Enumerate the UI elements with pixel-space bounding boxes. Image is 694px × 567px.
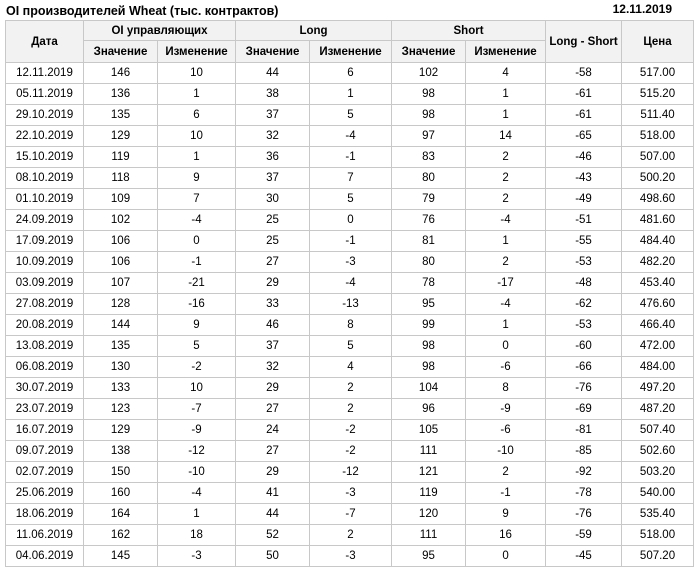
cell-long-value: 32	[236, 126, 310, 147]
cell-long-short: -58	[546, 63, 622, 84]
table-row	[6, 504, 694, 525]
cell-long-value: 25	[236, 210, 310, 231]
cell-short-value: 119	[392, 483, 466, 504]
cell-short-value: 97	[392, 126, 466, 147]
table-row	[6, 231, 694, 252]
cell-date: 30.07.2019	[6, 378, 84, 399]
cell-managers-change: 1	[158, 504, 236, 525]
cell-long-change: -2	[310, 441, 392, 462]
cell-long-short: -59	[546, 525, 622, 546]
cell-long-change: 6	[310, 63, 392, 84]
cell-managers-value: 145	[84, 546, 158, 567]
cell-short-value: 98	[392, 336, 466, 357]
cell-short-change: -10	[466, 441, 546, 462]
cell-long-value: 27	[236, 252, 310, 273]
cell-date: 02.07.2019	[6, 462, 84, 483]
cell-short-change: 2	[466, 462, 546, 483]
cell-managers-value: 129	[84, 420, 158, 441]
cell-long-short: -92	[546, 462, 622, 483]
cell-short-change: -1	[466, 483, 546, 504]
cell-managers-value: 162	[84, 525, 158, 546]
column-header-long-short: Long - Short	[546, 21, 622, 63]
cell-long-change: -3	[310, 483, 392, 504]
cell-long-short: -76	[546, 504, 622, 525]
column-header-long: Long	[236, 21, 392, 41]
cell-managers-value: 119	[84, 147, 158, 168]
cell-managers-value: 102	[84, 210, 158, 231]
table-row	[6, 462, 694, 483]
table-row	[6, 147, 694, 168]
cell-price: 500.20	[622, 168, 694, 189]
cell-short-change: 2	[466, 168, 546, 189]
cell-long-short: -51	[546, 210, 622, 231]
cell-short-change: 8	[466, 378, 546, 399]
cell-price: 502.60	[622, 441, 694, 462]
cell-short-change: 1	[466, 231, 546, 252]
column-header-managers-change: Изменение	[158, 41, 236, 63]
column-header-managers-value: Значение	[84, 41, 158, 63]
cell-short-change: 2	[466, 147, 546, 168]
cell-managers-value: 123	[84, 399, 158, 420]
report-date: 12.11.2019	[612, 2, 672, 16]
cell-long-short: -55	[546, 231, 622, 252]
cell-managers-value: 106	[84, 252, 158, 273]
table-row	[6, 189, 694, 210]
cell-managers-value: 109	[84, 189, 158, 210]
cell-long-value: 44	[236, 504, 310, 525]
cell-short-change: 1	[466, 315, 546, 336]
cell-short-change: 1	[466, 105, 546, 126]
cell-long-value: 37	[236, 336, 310, 357]
cell-managers-change: 0	[158, 231, 236, 252]
table-row	[6, 84, 694, 105]
cell-short-value: 102	[392, 63, 466, 84]
cell-long-change: 7	[310, 168, 392, 189]
cell-managers-value: 144	[84, 315, 158, 336]
cell-managers-change: 10	[158, 63, 236, 84]
cell-short-value: 111	[392, 525, 466, 546]
cell-long-change: 1	[310, 84, 392, 105]
cell-short-change: 9	[466, 504, 546, 525]
column-header-long-change: Изменение	[310, 41, 392, 63]
cell-long-short: -65	[546, 126, 622, 147]
table-row	[6, 252, 694, 273]
cell-long-value: 25	[236, 231, 310, 252]
cell-long-short: -53	[546, 315, 622, 336]
cell-managers-value: 138	[84, 441, 158, 462]
table-row	[6, 126, 694, 147]
cell-long-short: -78	[546, 483, 622, 504]
cell-short-value: 95	[392, 294, 466, 315]
cell-long-change: -7	[310, 504, 392, 525]
cell-long-short: -76	[546, 378, 622, 399]
cell-long-change: -3	[310, 252, 392, 273]
cell-price: 482.20	[622, 252, 694, 273]
cell-long-short: -85	[546, 441, 622, 462]
table-row	[6, 210, 694, 231]
cell-short-value: 80	[392, 252, 466, 273]
cell-managers-change: -4	[158, 483, 236, 504]
cell-short-value: 105	[392, 420, 466, 441]
cell-short-change: -17	[466, 273, 546, 294]
column-header-short-value: Значение	[392, 41, 466, 63]
table-row	[6, 483, 694, 504]
cell-long-change: 2	[310, 399, 392, 420]
cell-price: 503.20	[622, 462, 694, 483]
cell-long-change: -2	[310, 420, 392, 441]
column-header-long-value: Значение	[236, 41, 310, 63]
table-row	[6, 357, 694, 378]
cell-price: 498.60	[622, 189, 694, 210]
cell-price: 497.20	[622, 378, 694, 399]
cell-managers-value: 136	[84, 84, 158, 105]
column-header-short-change: Изменение	[466, 41, 546, 63]
cell-long-change: -1	[310, 231, 392, 252]
table-body	[6, 63, 694, 567]
cell-managers-change: -21	[158, 273, 236, 294]
cell-long-short: -60	[546, 336, 622, 357]
cell-short-value: 104	[392, 378, 466, 399]
cell-long-value: 37	[236, 105, 310, 126]
cell-long-value: 38	[236, 84, 310, 105]
cell-managers-change: 6	[158, 105, 236, 126]
column-header-managers: OI управляющих	[84, 21, 236, 41]
cell-price: 476.60	[622, 294, 694, 315]
cell-long-value: 37	[236, 168, 310, 189]
cell-long-change: 0	[310, 210, 392, 231]
cell-date: 11.06.2019	[6, 525, 84, 546]
cell-long-change: 2	[310, 378, 392, 399]
cell-long-short: -62	[546, 294, 622, 315]
cell-managers-change: 5	[158, 336, 236, 357]
cell-short-value: 83	[392, 147, 466, 168]
cell-short-value: 111	[392, 441, 466, 462]
cell-date: 29.10.2019	[6, 105, 84, 126]
cell-short-value: 80	[392, 168, 466, 189]
cell-managers-change: 18	[158, 525, 236, 546]
table-row	[6, 525, 694, 546]
cell-managers-change: 9	[158, 168, 236, 189]
table-row	[6, 378, 694, 399]
cell-managers-value: 135	[84, 105, 158, 126]
table-row	[6, 273, 694, 294]
cell-short-value: 98	[392, 84, 466, 105]
cell-long-short: -69	[546, 399, 622, 420]
cell-long-value: 46	[236, 315, 310, 336]
table-row	[6, 546, 694, 567]
cell-long-change: 8	[310, 315, 392, 336]
cell-long-change: 4	[310, 357, 392, 378]
cell-price: 487.20	[622, 399, 694, 420]
cell-managers-change: -4	[158, 210, 236, 231]
cell-short-change: 2	[466, 189, 546, 210]
cell-short-change: -6	[466, 357, 546, 378]
cell-short-value: 98	[392, 105, 466, 126]
cell-short-value: 99	[392, 315, 466, 336]
cell-long-value: 27	[236, 441, 310, 462]
cell-short-value: 95	[392, 546, 466, 567]
cell-managers-value: 128	[84, 294, 158, 315]
table-row	[6, 105, 694, 126]
cell-managers-value: 135	[84, 336, 158, 357]
cell-price: 535.40	[622, 504, 694, 525]
oi-data-table	[5, 20, 694, 567]
title-bar	[0, 0, 680, 20]
cell-long-change: -3	[310, 546, 392, 567]
cell-long-short: -43	[546, 168, 622, 189]
cell-date: 17.09.2019	[6, 231, 84, 252]
cell-price: 517.00	[622, 63, 694, 84]
cell-price: 518.00	[622, 126, 694, 147]
cell-short-value: 79	[392, 189, 466, 210]
cell-short-change: 1	[466, 84, 546, 105]
cell-long-change: -12	[310, 462, 392, 483]
cell-managers-value: 164	[84, 504, 158, 525]
cell-short-change: -6	[466, 420, 546, 441]
column-header-price: Цена	[622, 21, 694, 63]
cell-long-change: -13	[310, 294, 392, 315]
cell-managers-change: 1	[158, 147, 236, 168]
cell-price: 481.60	[622, 210, 694, 231]
cell-date: 05.11.2019	[6, 84, 84, 105]
cell-date: 15.10.2019	[6, 147, 84, 168]
cell-date: 22.10.2019	[6, 126, 84, 147]
cell-date: 27.08.2019	[6, 294, 84, 315]
cell-date: 20.08.2019	[6, 315, 84, 336]
cell-long-short: -45	[546, 546, 622, 567]
cell-long-short: -61	[546, 84, 622, 105]
cell-long-change: 5	[310, 105, 392, 126]
cell-short-change: 14	[466, 126, 546, 147]
column-header-short: Short	[392, 21, 546, 41]
cell-long-value: 50	[236, 546, 310, 567]
cell-managers-change: -7	[158, 399, 236, 420]
cell-price: 511.40	[622, 105, 694, 126]
cell-long-short: -48	[546, 273, 622, 294]
cell-long-value: 44	[236, 63, 310, 84]
table-row	[6, 168, 694, 189]
cell-date: 06.08.2019	[6, 357, 84, 378]
cell-managers-value: 129	[84, 126, 158, 147]
cell-long-short: -46	[546, 147, 622, 168]
cell-price: 466.40	[622, 315, 694, 336]
cell-managers-value: 130	[84, 357, 158, 378]
cell-long-value: 27	[236, 399, 310, 420]
cell-long-value: 36	[236, 147, 310, 168]
cell-long-value: 29	[236, 378, 310, 399]
cell-price: 507.40	[622, 420, 694, 441]
cell-managers-change: -16	[158, 294, 236, 315]
table-row	[6, 399, 694, 420]
cell-price: 515.20	[622, 84, 694, 105]
cell-long-short: -81	[546, 420, 622, 441]
cell-date: 12.11.2019	[6, 63, 84, 84]
cell-price: 453.40	[622, 273, 694, 294]
cell-managers-change: 1	[158, 84, 236, 105]
cell-long-change: 5	[310, 336, 392, 357]
cell-price: 484.00	[622, 357, 694, 378]
cell-short-change: 0	[466, 546, 546, 567]
cell-date: 01.10.2019	[6, 189, 84, 210]
cell-date: 23.07.2019	[6, 399, 84, 420]
cell-short-change: 0	[466, 336, 546, 357]
cell-long-value: 52	[236, 525, 310, 546]
table-row	[6, 420, 694, 441]
cell-short-value: 78	[392, 273, 466, 294]
table-row	[6, 294, 694, 315]
cell-managers-change: -12	[158, 441, 236, 462]
cell-short-change: 4	[466, 63, 546, 84]
cell-long-short: -66	[546, 357, 622, 378]
table-header	[6, 21, 694, 63]
cell-date: 24.09.2019	[6, 210, 84, 231]
cell-price: 518.00	[622, 525, 694, 546]
cell-managers-value: 107	[84, 273, 158, 294]
cell-price: 472.00	[622, 336, 694, 357]
cell-price: 484.40	[622, 231, 694, 252]
cell-long-value: 41	[236, 483, 310, 504]
cell-long-change: -4	[310, 126, 392, 147]
cell-managers-change: -1	[158, 252, 236, 273]
cell-price: 507.00	[622, 147, 694, 168]
table-header-group-row	[6, 21, 694, 41]
cell-managers-change: 10	[158, 126, 236, 147]
cell-managers-value: 160	[84, 483, 158, 504]
table-row	[6, 315, 694, 336]
cell-long-value: 30	[236, 189, 310, 210]
cell-date: 16.07.2019	[6, 420, 84, 441]
cell-short-value: 81	[392, 231, 466, 252]
cell-managers-change: 10	[158, 378, 236, 399]
cell-managers-value: 118	[84, 168, 158, 189]
cell-short-change: -4	[466, 210, 546, 231]
cell-long-change: 5	[310, 189, 392, 210]
cell-price: 540.00	[622, 483, 694, 504]
cell-managers-value: 150	[84, 462, 158, 483]
cell-short-change: 2	[466, 252, 546, 273]
cell-long-value: 24	[236, 420, 310, 441]
table-row	[6, 441, 694, 462]
cell-long-value: 29	[236, 273, 310, 294]
cell-date: 08.10.2019	[6, 168, 84, 189]
cell-date: 04.06.2019	[6, 546, 84, 567]
cell-long-change: 2	[310, 525, 392, 546]
cell-price: 507.20	[622, 546, 694, 567]
cell-date: 09.07.2019	[6, 441, 84, 462]
cell-long-value: 32	[236, 357, 310, 378]
cell-date: 25.06.2019	[6, 483, 84, 504]
cell-managers-value: 106	[84, 231, 158, 252]
cell-date: 18.06.2019	[6, 504, 84, 525]
cell-short-change: -9	[466, 399, 546, 420]
cell-managers-value: 146	[84, 63, 158, 84]
cell-date: 03.09.2019	[6, 273, 84, 294]
cell-managers-value: 133	[84, 378, 158, 399]
cell-long-value: 33	[236, 294, 310, 315]
cell-managers-change: 9	[158, 315, 236, 336]
cell-long-value: 29	[236, 462, 310, 483]
cell-date: 13.08.2019	[6, 336, 84, 357]
cell-date: 10.09.2019	[6, 252, 84, 273]
cell-managers-change: -3	[158, 546, 236, 567]
cell-long-short: -53	[546, 252, 622, 273]
cell-managers-change: 7	[158, 189, 236, 210]
cell-long-short: -61	[546, 105, 622, 126]
cell-short-change: 16	[466, 525, 546, 546]
cell-short-value: 120	[392, 504, 466, 525]
table-row	[6, 336, 694, 357]
table-row	[6, 63, 694, 84]
cell-long-short: -49	[546, 189, 622, 210]
cell-short-value: 121	[392, 462, 466, 483]
cell-long-change: -4	[310, 273, 392, 294]
cell-long-change: -1	[310, 147, 392, 168]
cell-short-value: 98	[392, 357, 466, 378]
column-header-date: Дата	[6, 21, 84, 63]
cell-managers-change: -10	[158, 462, 236, 483]
cell-short-value: 96	[392, 399, 466, 420]
page-title: OI производителей Wheat (тыс. контрактов)	[6, 4, 279, 18]
cell-managers-change: -2	[158, 357, 236, 378]
cell-managers-change: -9	[158, 420, 236, 441]
cell-short-value: 76	[392, 210, 466, 231]
cell-short-change: -4	[466, 294, 546, 315]
